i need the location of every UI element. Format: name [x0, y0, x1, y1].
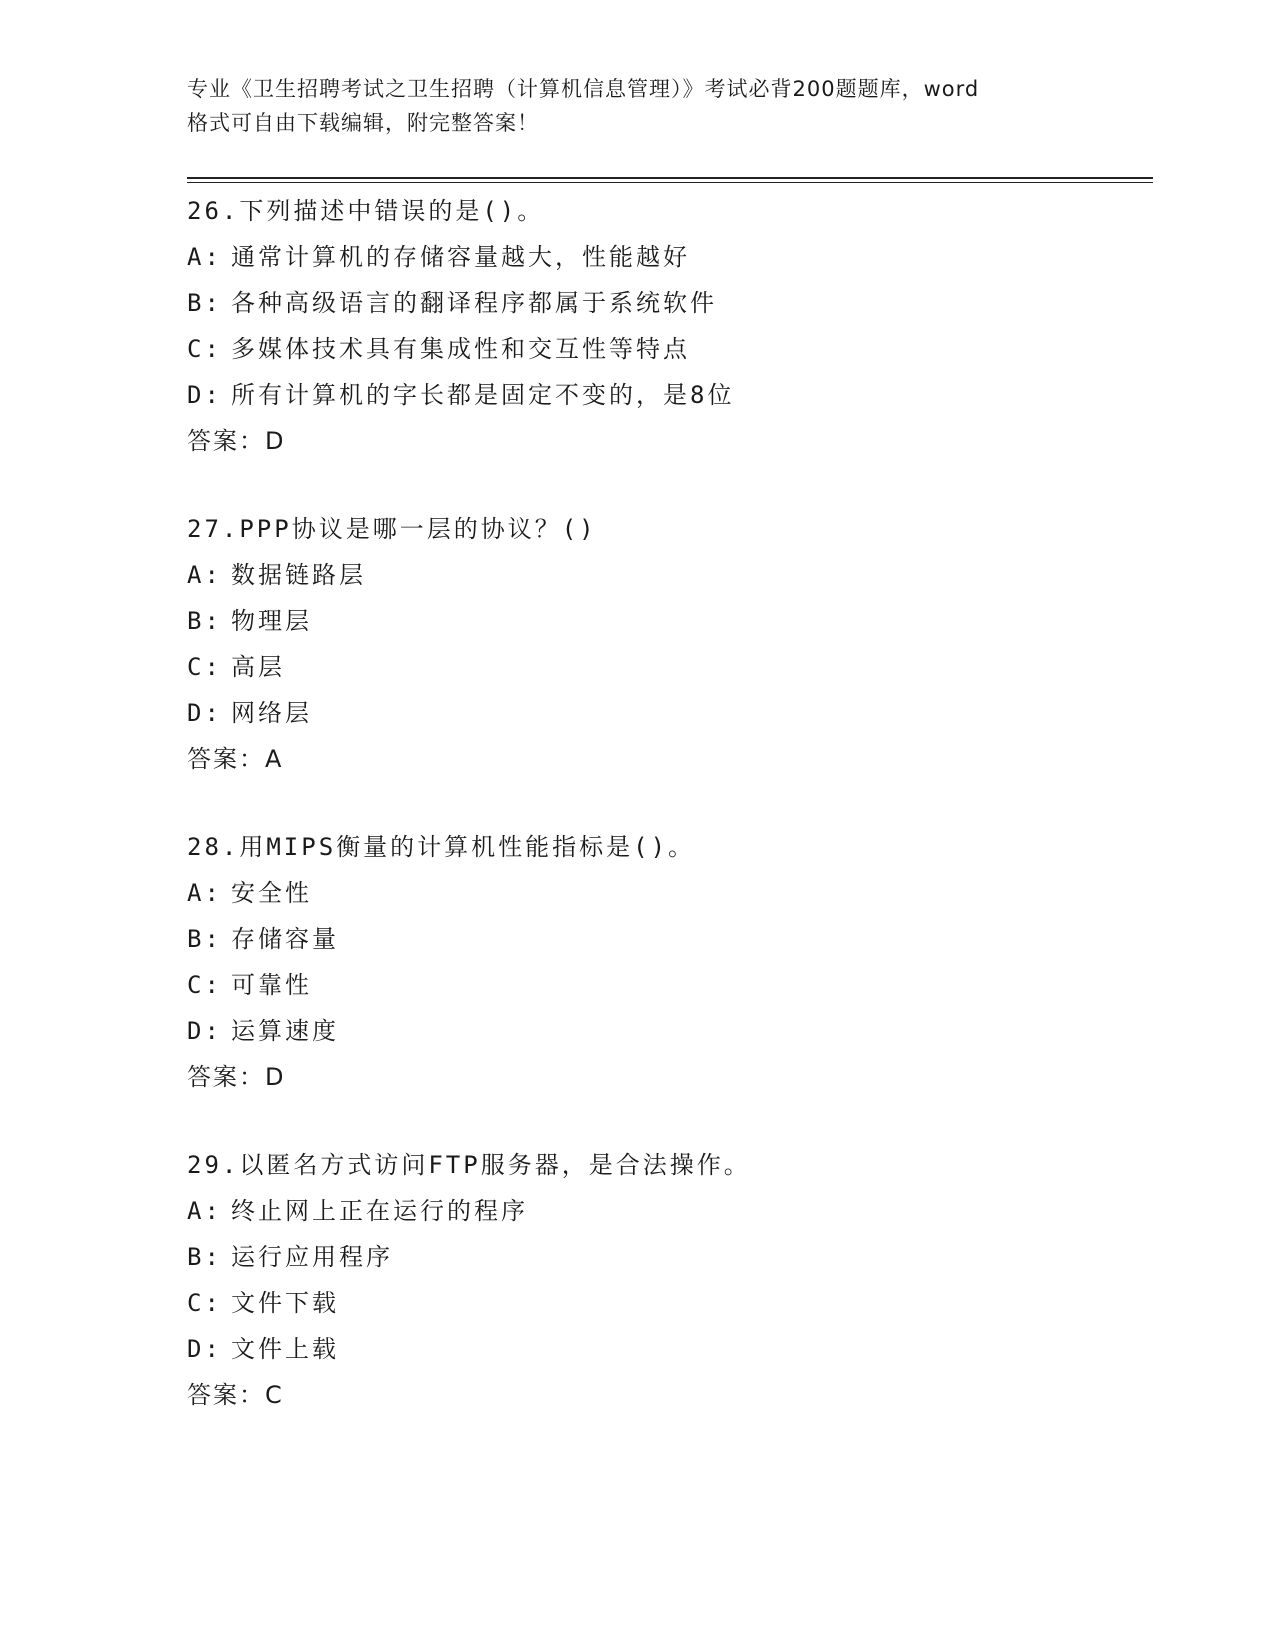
header-divider-thin — [187, 182, 1153, 183]
option-text: 文件上载 — [231, 1335, 339, 1363]
answer-line: 答案：D — [187, 1063, 286, 1091]
option-text: 终止网上正在运行的程序 — [231, 1197, 528, 1225]
option-letter: A: — [187, 1197, 222, 1225]
option-text: 数据链路层 — [231, 561, 366, 589]
option-letter: D: — [187, 381, 222, 409]
question-27 — [187, 506, 1147, 782]
option-text: 多媒体技术具有集成性和交互性等特点 — [231, 335, 690, 363]
answer-line: 答案：A — [187, 745, 284, 773]
option-a — [187, 234, 1147, 280]
option-text: 物理层 — [231, 607, 312, 635]
document-header — [187, 72, 1087, 140]
option-text: 文件下载 — [231, 1289, 339, 1317]
option-text: 运算速度 — [231, 1017, 339, 1045]
header-line-1: 专业《卫生招聘考试之卫生招聘（计算机信息管理）》考试必背200题题库，word — [187, 77, 980, 101]
option-text: 通常计算机的存储容量越大，性能越好 — [231, 243, 690, 271]
option-text: 所有计算机的字长都是固定不变的，是8位 — [231, 381, 735, 409]
option-b — [187, 916, 1147, 962]
option-letter: C: — [187, 335, 222, 363]
option-letter: B: — [187, 1243, 222, 1271]
option-d — [187, 372, 1147, 418]
question-26 — [187, 188, 1147, 464]
option-letter: B: — [187, 607, 222, 635]
option-text: 运行应用程序 — [231, 1243, 393, 1271]
question-text: 27.PPP协议是哪一层的协议？() — [187, 515, 597, 543]
option-d — [187, 1008, 1147, 1054]
option-letter: C: — [187, 1289, 222, 1317]
option-a — [187, 1188, 1147, 1234]
option-text: 可靠性 — [231, 971, 312, 999]
question-text: 29.以匿名方式访问FTP服务器，是合法操作。 — [187, 1151, 751, 1179]
option-text: 存储容量 — [231, 925, 339, 953]
option-b — [187, 1234, 1147, 1280]
option-text: 各种高级语言的翻译程序都属于系统软件 — [231, 289, 717, 317]
option-letter: C: — [187, 971, 222, 999]
option-a — [187, 552, 1147, 598]
option-text: 安全性 — [231, 879, 312, 907]
option-letter: A: — [187, 243, 222, 271]
option-letter: A: — [187, 879, 222, 907]
option-letter: C: — [187, 653, 222, 681]
option-letter: D: — [187, 1335, 222, 1363]
question-29 — [187, 1142, 1147, 1418]
question-text: 26.下列描述中错误的是()。 — [187, 197, 545, 225]
option-b — [187, 280, 1147, 326]
answer-line: 答案：C — [187, 1381, 284, 1409]
question-28 — [187, 824, 1147, 1100]
option-d — [187, 1326, 1147, 1372]
option-c — [187, 962, 1147, 1008]
option-letter: A: — [187, 561, 222, 589]
answer-line: 答案：D — [187, 427, 286, 455]
header-line-2: 格式可自由下载编辑，附完整答案！ — [187, 111, 539, 135]
option-b — [187, 598, 1147, 644]
option-c — [187, 1280, 1147, 1326]
option-letter: D: — [187, 699, 222, 727]
option-d — [187, 690, 1147, 736]
option-c — [187, 644, 1147, 690]
option-letter: B: — [187, 289, 222, 317]
option-text: 高层 — [231, 653, 285, 681]
option-letter: B: — [187, 925, 222, 953]
question-text: 28.用MIPS衡量的计算机性能指标是()。 — [187, 833, 696, 861]
option-c — [187, 326, 1147, 372]
option-a — [187, 870, 1147, 916]
question-list — [187, 188, 1147, 1460]
option-letter: D: — [187, 1017, 222, 1045]
header-divider-thick — [187, 177, 1153, 179]
option-text: 网络层 — [231, 699, 312, 727]
